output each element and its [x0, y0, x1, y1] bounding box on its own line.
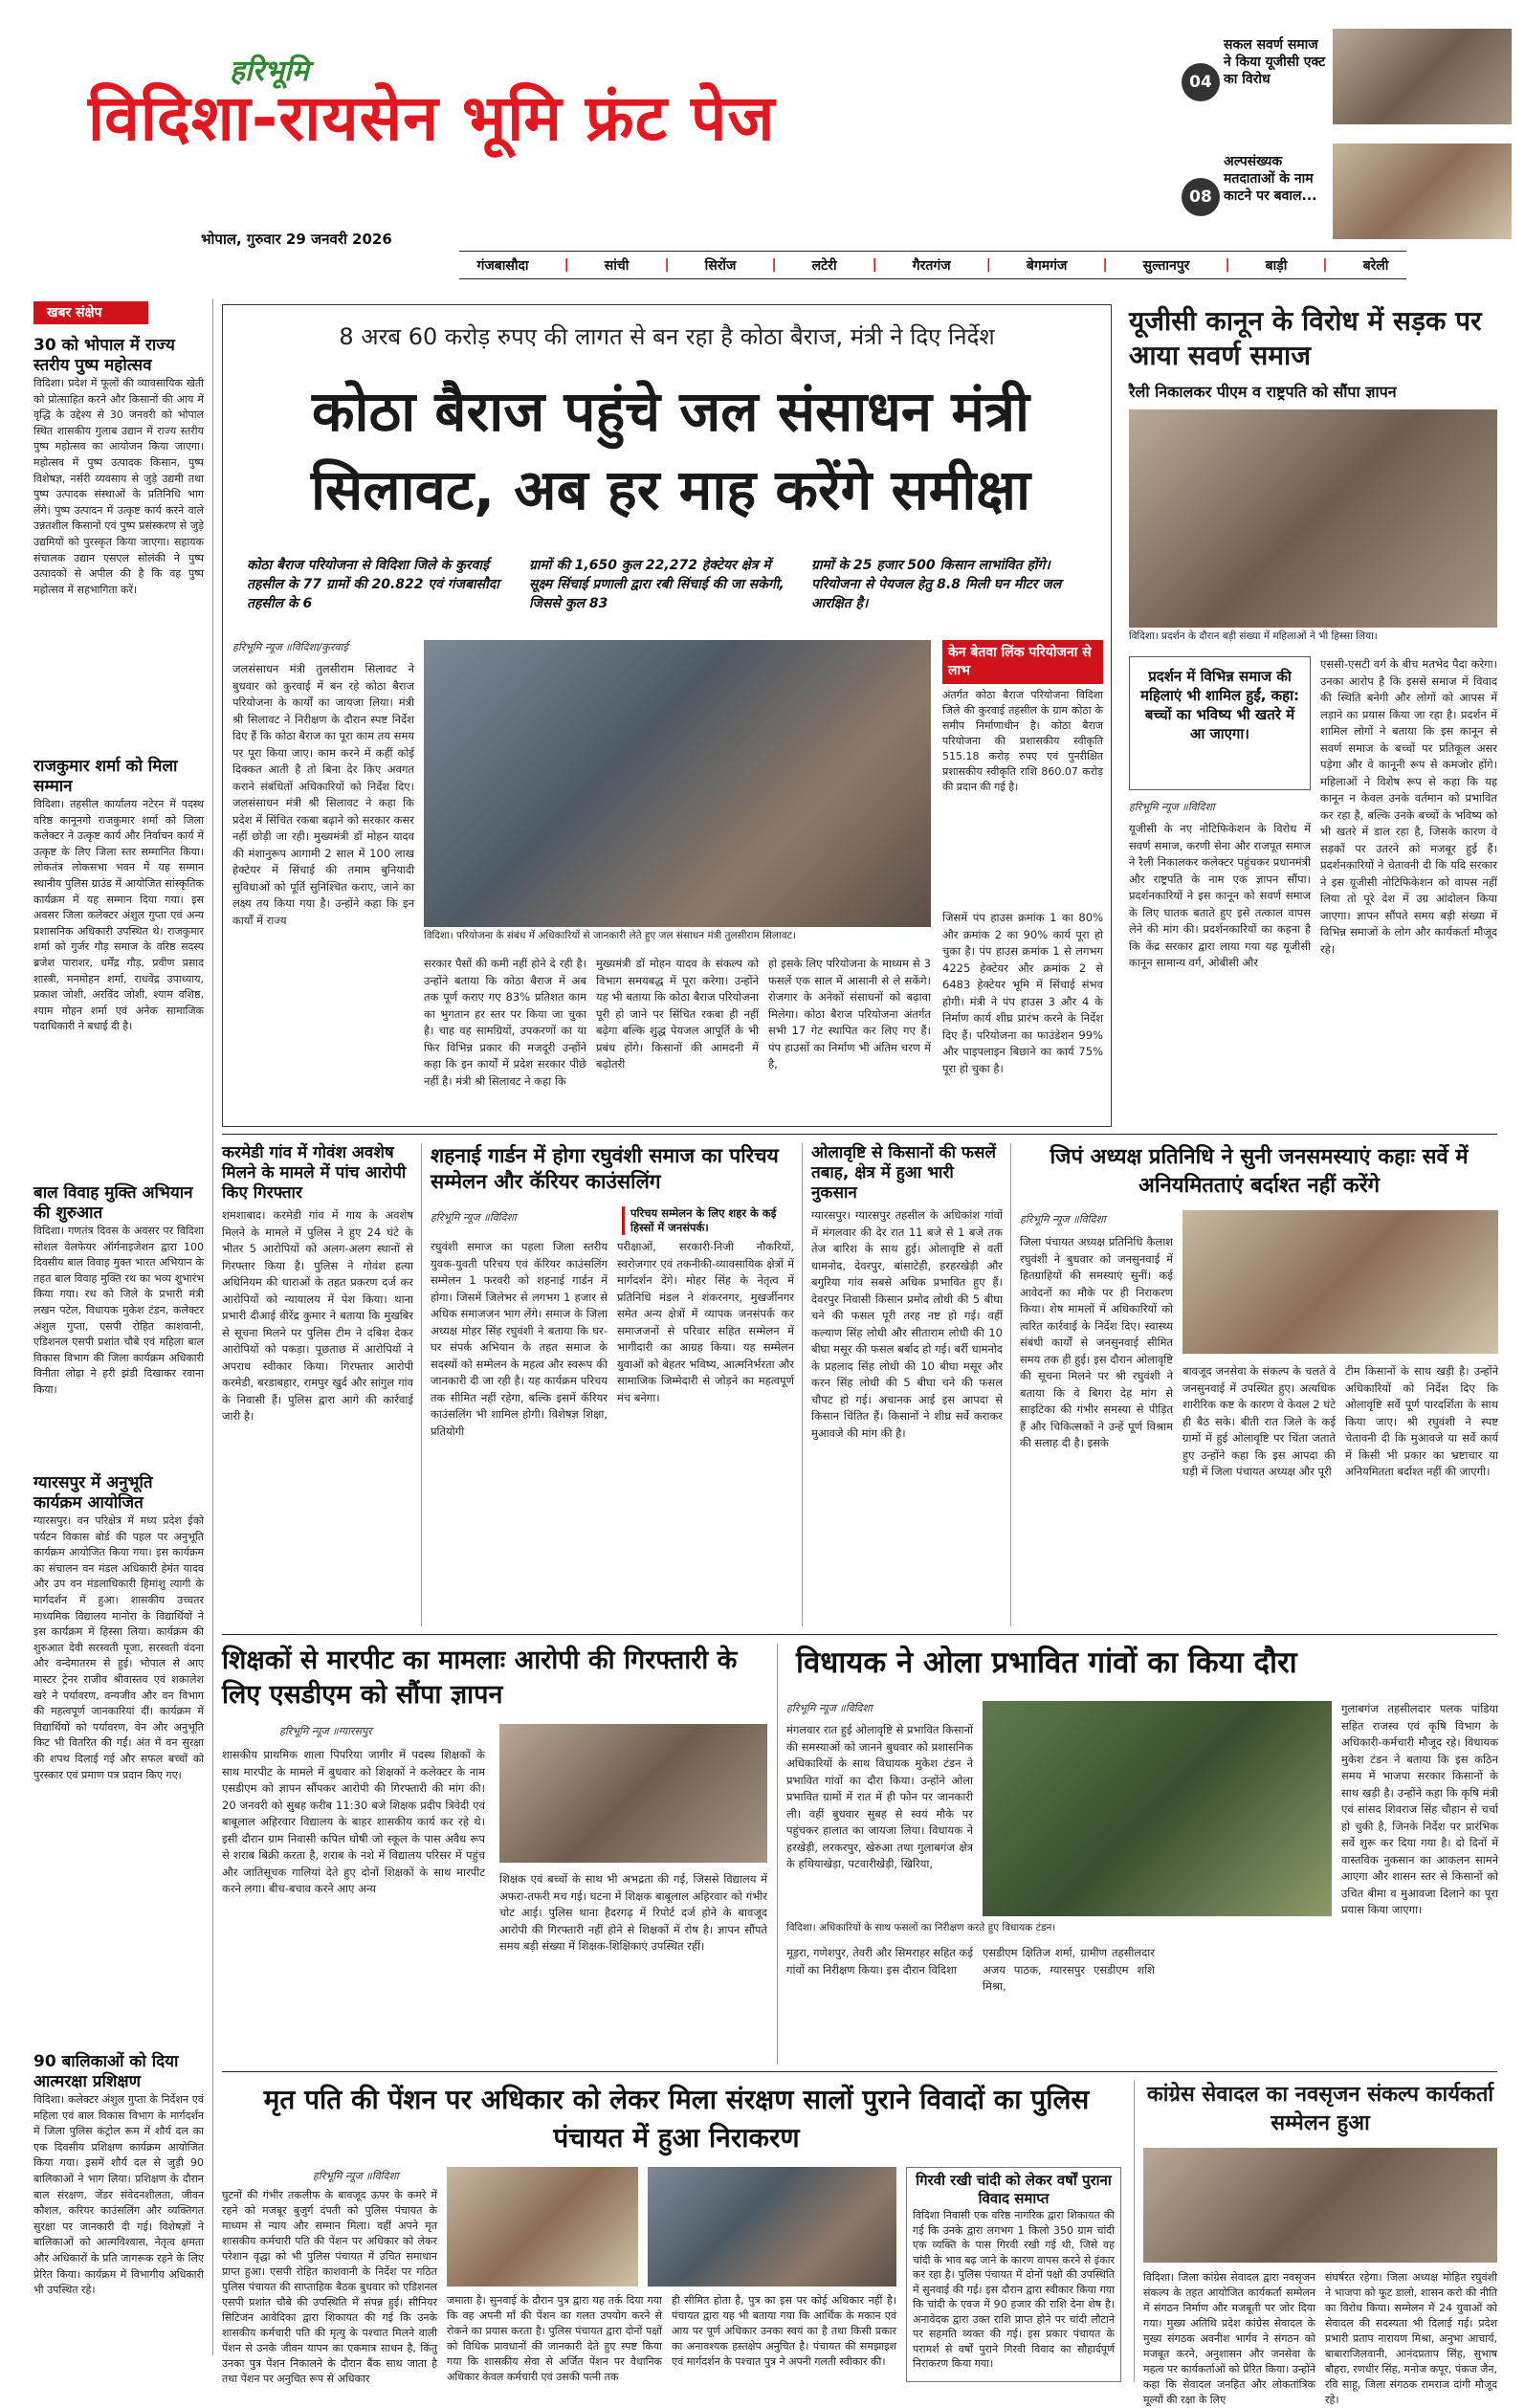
ugc-byline: हरिभूमि न्यूज ॥विदिशा: [1129, 801, 1215, 813]
shehnai-col1: रघुवंशी समाज का पहला जिला स्तरीय युवक-युवती परिचय एवं कॅरियर काउंसलिंग सम्मेलन 1 फरवरी को शहनाई गार्डन में होगा। जिसमें जिलेभर से लगभग 1 हजार से अधिक समाजजन भाग लेंगे। समाज के जिला अध्यक्ष मोहर सिंह रघुवंशी ने बताया कि घर-घर संपर्क अभियान के तहत समाज के सदस्यों को सम्मेलन के महत्व और स्वरूप की जानकारी दी जा रही है। यह कार्यक्रम परिचय तक सीमित नहीं रहेगा, बल्कि इसमें कॅरियर काउंसलिंग भी शामिल होगी। विशेषज्ञ शिक्षा, प्रतियोगी: [431, 1240, 608, 1438]
divider: [212, 298, 213, 2355]
zila-col2: बावजूद जनसेवा के संकल्प के चलते वे जनसुनवाई में उपस्थित हुए। अत्यधिक शारीरिक कष्ट के कारण वे केवल 2 घंटे ही बैठ सके। बीती रात जिले के कई ग्रामों में हुई ओलावृष्टि पर चिंता जताते हुए उन्होंने कहा कि इस आपदा की घड़ी में जिला पंचायत अध्यक्ष और पूरी: [1182, 1364, 1336, 1478]
ugc-story: [1129, 304, 1497, 1127]
teaser-text: अल्पसंख्यक मतदाताओं के नाम काटने पर बवाल...: [1224, 154, 1317, 204]
vidhayak-col4: गुलाबगंज तहसीलदार पलक पांडिया सहित राजस्व एवं कृषि विभाग के अधिकारी-कर्मचारी मौजूद रहे। विधायक मुकेश टंडन ने बताया कि इस कठिन समय में भाजपा सरकार किसानों के साथ खड़ी है। उन्होंने कहा कि कृषि मंत्री एवं सांसद शिवराज सिंह चौहान से चर्चा हो चुकी है, जिनके निर्देश पर प्रारंभिक सर्वे शुरू कर दिया गया है। दो दिनों में वास्तविक नुकसान का आकलन सामने आएगा और शासन स्तर से किसानों को उचित बीमा व मुआवजा दिलाने का पूरा प्रयास किया जाएगा।: [1341, 1702, 1498, 1916]
place: बाड़ी: [1265, 257, 1288, 274]
congress-photo: [1143, 2148, 1497, 2263]
shikshak-headline: शिक्षकों से मारपीट का मामलाः आरोपी की गिरफ्तारी के लिए एसडीएम को सौंपा ज्ञापन: [222, 1646, 738, 1710]
lead-col2: सरकार पैसों की कमी नहीं होने दे रही है। उन्होंने बताया कि कोठा बैराज में अब तक पूर्ण कराए गए 83% प्रतिशत काम का भुगतान हर स्तर पर किया जा चुका है। चाह वह सामग्रियों, उपकरणों का या फिर विभिन्न प्रकार की मजदूरी उन्होंने कहा कि इन कार्यों में प्रदेश सरकार पीछे नहीं है। मंत्री श्री सिलावट ने कहा कि: [424, 957, 586, 1088]
pension-byline: हरिभूमि न्यूज ॥विदिशा: [313, 2170, 399, 2182]
sidebar-label: खबर संक्षेप: [33, 301, 148, 324]
brief-sidebar: [33, 301, 204, 2358]
congress-col2: संघर्षरत रहेगा। जिला अध्यक्ष मोहित रघुवंशी ने भाजपा को फूट डालो, शासन करो की नीति का विरोध किया। सम्मेलन में 24 युवाओं को सेवादल की सदस्यता भी दिलाई गई। प्रदेश प्रभारी प्रताप नारायण मिश्रा, अनुभा आचार्य, बाबाराजिलवानी, आनंदप्रताप सिंह, सुभाष बौहरा, रणधीर सिंह, मनोज कपूर, पंकज जैन, रवि साहू, जिला संगठक रामराज दांगी मौजूद रहे।: [1325, 2271, 1497, 2406]
divider: [222, 2071, 1497, 2072]
lead-headline: कोठा बैराज पहुंचे जल संसाधन मंत्री सिलावट, अब हर माह करेंगे समीक्षा: [311, 379, 1030, 522]
olavrishti-body: ग्यारसपुर। ग्यारसपुर तहसील के अधिकांश गांवों में मंगलवार की देर रात 11 बजे से 1 बजे तक तेज बारिश के साथ हुई। ओलावृष्टि से वर्ती धामनोद, देवरपुर, बांसाटेही, हरहरखेड़ी और बगुरिया गांव सबसे अधिक प्रभावित हुए हैं। देवरपुर निवासी किसान प्रमोद लोधी की 5 बीघा चने की फसल पूरी तरह नष्ट हो गई। वहीं कल्याण सिंह लोधी और सीताराम लोधी की 10 बीघा मसूर की फसल बर्बाद हो गई। बर्री धामनोद के प्रहलाद सिंह लोधी की 10 बीघा मसूर और करन सिंह लोधी की 5 बीघा चने की फसल चौपट हो गई। अचानक आई इस आपदा से किसान चिंतित हैं। किसानों ने शीघ्र सर्वे कराकर मुआवजे की मांग की है।: [811, 1208, 1003, 1440]
brief-title: 30 को भोपाल में राज्य स्तरीय पुष्प महोत्सव: [33, 336, 175, 375]
brief-item: [33, 336, 204, 598]
shehnai-byline: हरिभूमि न्यूज ॥विदिशा: [431, 1211, 517, 1224]
brief-item: [33, 1473, 204, 1783]
teaser-2[interactable]: [1182, 144, 1512, 239]
congress-headline: कांग्रेस सेवादल का नवसृजन संकल्प कार्यकर्ता सम्मेलन हुआ: [1146, 2083, 1494, 2135]
karmedi-story: [222, 1143, 413, 1626]
lead-col3: मुख्यमंत्री डॉ मोहन यादव के संकल्प को विभाग समयबद्ध में पूरा करेगा। उन्होंने यह भी बताया कि कोठा बैराज परियोजना पूरी हो जाने पर सिंचित रकबा ही नहीं बढ़ेगा बल्कि शुद्ध पेयजल आपूर्ति के भी प्रबंध होंगे। किसानों की आमदनी में बढ़ोतरी: [596, 957, 759, 1071]
lead-col5: जिसमें पंप हाउस क्रमांक 1 का 80% और क्रमांक 2 का 90% कार्य पूरा हो चुका है। पंप हाउस क्रमांक 1 से लगभग 4225 हेक्टेयर और क्रमांक 2 से 6483 हेक्टेयर भूमि में सिंचाई संभव होगी। मंत्री ने पंप हाउस 3 और 4 के निर्माण कार्य शीघ्र प्रारंभ करने के निर्देश दिए हैं। परियोजना का फाउंडेशन 99% और पाइपलाइन बिछाने का कार्य 75% पूरा हो चुका है।: [942, 911, 1103, 1075]
ugc-caption: विदिशा। प्रदर्शन के दौरान बड़ी संख्या में महिलाओं ने भी हिस्सा लिया।: [1129, 630, 1497, 643]
pension-box: [906, 2167, 1121, 2382]
brief-title: राजकुमार शर्मा को मिला सम्मान: [33, 757, 178, 796]
shikshak-col1: शासकीय प्राथमिक शाला पिपरिया जागीर में पदस्थ शिक्षकों के साथ मारपीट के मामले में बुधवार को शिक्षकों ने कलेक्टर के नाम एसडीएम को ज्ञापन सौंपकर आरोपी की गिरफ्तारी की मांग की। 20 जनवरी को सुबह करीब 11:30 बजे शिक्षक प्रदीप त्रिवेदी एवं बाबूलाल अहिरवार विद्यालय के बाहर शासकीय कार्य कर रहे थे। इसी दौरान ग्राम निवासी कपिल घोषी जो स्कूल के पास अवैध रूप से शराब बिक्री करता है, शराब के नशे में विद्यालय परिसर में पहुंच और जातिसूचक गालियां देते हुए दोनों शिक्षकों के साथ मारपीट करने लगा। बीच-बचाव करने आए अन्य: [222, 1748, 485, 1895]
lead-col4: हो इसके लिए परियोजना के माध्यम से 3 फसलें एक साल में आसानी से ले सकेंगे। रोजगार के अनेकों संसाधनों को बढ़ावा मिलेगा। कोठा बैराज परियोजना अंतर्गत सभी 17 गेट स्थापित कर लिए गए हैं। पंप हाउसों का निर्माण भी अंतिम चरण में है,: [768, 957, 931, 1071]
pension-col1: घुटनों की गंभीर तकलीफ के बावजूद ऊपर के कमरे में रहने को मजबूर बुजुर्ग दंपती को पुलिस पंचायत के माध्यम से न्याय और सम्मान मिला। वहीं अपने मृत शासकीय कर्मचारी पति की पेंशन पर अधिकार को लेकर परेशान वृद्धा को भी पुलिस पंचायत में उचित समाधान प्राप्त हुआ। एसपी रोहित काशवानी के निर्देश पर गठित पुलिस पंचायत की साप्ताहिक बैठक बुधवार को एडिशनल एसपी प्रशांत चौबे की उपस्थिति में संपन्न हुई। सीनियर सिटिजन आवेदिका द्वारा शिकायत की गई कि उनके शासकीय कर्मचारी पति की मृत्यु के पश्चात मिलने वाली पेंशन से उनके जीवन यापन का एकमात्र साधन है, किंतु उनका पुत्र पेंशन निकालने के दौरान बैंक साथ जाता है तथा पेंशन पर अनुचित रूप से अधिकार: [222, 2189, 437, 2385]
teaser-1[interactable]: [1182, 29, 1512, 124]
ugc-deck: रैली निकालकर पीएम व राष्ट्रपति को सौंपा ज्ञापन: [1129, 383, 1397, 401]
place: सांची: [604, 257, 630, 274]
karmedi-body: शमशाबाद। करमेडी गांव में गाय के अवशेष मिलने के मामले में पुलिस ने हुए 24 घंटे के भीतर 5 आरोपियों को अलग-अलग स्थानों से गिरफ्तार किया है। पुलिस ने गोवंश हत्या अधिनियम की धाराओं के तहत प्रकरण दर्ज कर आरोपियों को न्यायालय में पेश किया। थाना प्रभारी दीआई वीरेंद्र कुमार ने बताया कि मुखबिर से सूचना मिलने पर पुलिस टीम ने दबिश देकर आरोपियों को पकड़ा। पूछताछ में आरोपियों ने अपराध स्वीकार किया। गिरफ्तार आरोपी करमेडी, बरडाबहार, रामपुर खुर्द और सांगुल गांव के निवासी हैं। पुलिस द्वारा आगे की कार्रवाई जारी है।: [222, 1208, 413, 1423]
congress-col1: विदिशा। जिला कांग्रेस सेवादल द्वारा नवसृजन संकल्प के तहत आयोजित कार्यकर्ता सम्मेलन में संगठन निर्माण और मजबूती पर जोर दिया गया। मुख्य अतिथि प्रदेश कांग्रेस सेवादल के मुख्य संगठक अवनीश भार्गव ने संगठन को मजबूत करने, अनुशासन और जनसेवा के महत्व पर कार्यकर्ताओं को प्रेरित किया। उन्होंने कहा कि सेवादल जनहित और लोकतांत्रिक मूल्यों की रक्षा के लिए: [1143, 2271, 1315, 2406]
brief-body: विदिशा। प्रदेश में फूलों की व्यावसायिक खेती को प्रोत्साहित करने और किसानों की आय में वृद्धि के उद्देश्य से 30 जनवरी को भोपाल स्थित शासकीय गुलाब उद्यान में राज्य स्तरीय पुष्प महोत्सव का आयोजन किया जाएगा। महोत्सव में पुष्प उत्पादक किसान, पुष्प विशेषज्ञ, नर्सरी व्यवसाय से जुड़े उद्यमी तथा पुष्प उत्पादक संस्थाओं के प्रतिनिधि भाग लेंगे। पुष्प उत्पादन में उत्कृष्ट कार्य करने वाले उन्नतशील किसानों एवं पुष्प प्रसंस्करण से जुड़े उद्यमियों को पुरस्कृत किया जाएगा। सहायक संचालक उद्यान एसएल सोलंकी ने पुष्प उत्पादकों से अपील की है कि वह पुष्प महोत्सव में सहभागिता करें।: [33, 377, 204, 596]
brief-title: बाल विवाह मुक्ति अभियान की शुरुआत: [33, 1183, 193, 1223]
divider: [222, 1634, 1497, 1635]
place: बेगमगंज: [1026, 257, 1068, 274]
vidhayak-col1: मंगलवार रात हुई ओलावृष्टि से प्रभावित किसानों की समस्याओं को जानने बुधवार को प्रशासनिक अधिकारियों के साथ विधायक मुकेश टंडन ने प्रभावित गांवों का दौरा किया। उन्होंने ओला प्रभावित ग्रामों में रात में ही फोन पर जानकारी ली। वहीं बुधवार सुबह से स्वयं मौके पर पहुंचकर हालात का जायजा लिया। विधायक ने हरखेड़ी, लरकरपुर, खेरुआ तथा गुलाबगंज क्षेत्र के हथियाखेड़ा, पटवारीखेड़ी, खिरिया,: [786, 1723, 974, 1870]
brief-body: ग्यारसपुर। वन परिक्षेत्र में मध्य प्रदेश ईको पर्यटन विकास बोर्ड की पहल पर अनुभूति कार्यक्रम आयोजित किया गया। इस कार्यक्रम का संचालन वन मंडल अधिकारी हेमंत यादव और उप वन मंडलाधिकारी हिमांशु त्यागी के मार्गदर्शन में हुआ। शासकीय उच्चतर माध्यमिक विद्यालय मानोरा के विद्यार्थियों ने इस कार्यक्रम में हिस्सा लिया। कार्यक्रम की शुरुआत देवी सरस्वती पूजा, सरस्वती वंदना और वन्देमातरम से हुई। भोपाल से आए मास्टर ट्रेनर राजीव श्रीवास्तव एवं शकालेश खरे ने पर्यावरण, वन्यजीव और वन विभाग की महत्वपूर्ण जानकारियां दीं। कार्यक्रम में विद्यार्थियों को पर्यावरण, वेन और अनुभूति किट भी वितरित की गईं। अंत में वन सुरक्षा की शपथ दिलाई गई और सफल बच्चों को पुरस्कार एवं प्रमाण पत्र प्रदान किए गए।: [33, 1514, 204, 1781]
masthead: [0, 0, 1525, 274]
zila-story: [1020, 1143, 1498, 1626]
shehnai-headline: शहनाई गार्डन में होगा रघुवंशी समाज का परिचय सम्मेलन और कॅरियर काउंसलिंग: [431, 1144, 779, 1193]
brief-item: [33, 1183, 204, 1399]
ugc-pullquote: [1129, 656, 1311, 790]
vidhayak-col3: एसडीएम क्षितिज शर्मा, ग्रामीण तहसीलदार अजय पाठक, ग्यारसपुर एसडीएम शशि मिश्रा,: [983, 1946, 1155, 1993]
brand-logo: हरिभूमि: [230, 55, 309, 88]
shehnai-story: [431, 1143, 794, 1626]
vidhayak-byline: हरिभूमि न्यूज ॥विदिशा: [786, 1702, 873, 1714]
shehnai-col2: परीक्षाओं, सरकारी-निजी नौकरियों, स्वरोजगार एवं तकनीकी-व्यावसायिक क्षेत्रों में मार्गदर्शन देंगे। मोहर सिंह के नेतृत्व में प्रतिनिधि मंडल ने शंकरनगर, मुखर्जीनगर समेत अन्य क्षेत्रों में व्यापक जनसंपर्क कर समाजजनों से परिवार सहित सम्मेलन में भागीदारी का आग्रह किया। यह सम्मेलन युवाओं को बेहतर भविष्य, आत्मनिर्भरता और सामाजिक जिम्मेदारी से जोड़ने का महत्वपूर्ण मंच बनेगा।: [617, 1240, 794, 1404]
shikshak-byline: हरिभूमि न्यूज ॥ग्यारसपुर: [279, 1725, 372, 1737]
pension-story: [222, 2081, 1126, 2385]
divider: [222, 1134, 1497, 1135]
lead-photo-caption: विदिशा। परियोजना के संबंध में अधिकारियों से जानकारी लेते हुए जल संसाधन मंत्री तुलसीराम सिलावट।: [424, 929, 931, 942]
karmedi-headline: करमेडी गांव में गोवंश अवशेष मिलने के मामले में पांच आरोपी किए गिरफ्तार: [222, 1143, 407, 1203]
zila-byline: हरिभूमि न्यूज ॥विदिशा: [1020, 1213, 1106, 1226]
lead-story: [222, 304, 1112, 1127]
brief-item: [33, 757, 204, 1035]
lead-kicker: 8 अरब 60 करोड़ रुपए की लागत से बन रहा है कोठा बैराज, मंत्री ने दिए निर्देश: [339, 323, 995, 350]
lead-byline: हरिभूमि न्यूज ॥विदिशा/कुरवाई: [232, 641, 348, 653]
place: गंजबासौदा: [476, 257, 529, 274]
teaser-photo: [1333, 29, 1512, 124]
lead-sidebox: [942, 640, 1103, 908]
divider: [777, 1644, 778, 2065]
pension-photo: [648, 2167, 896, 2286]
divider: [1010, 1143, 1011, 1626]
brief-title: 90 बालिकाओं को दिया आत्मरक्षा प्रशिक्षण: [33, 2052, 179, 2091]
zila-headline: जिपं अध्यक्ष प्रतिनिधि ने सुनी जनसमस्याएं कहाः सर्वे में अनियमितताएं बर्दाश्त नहीं करेंगे: [1050, 1145, 1469, 1198]
place: सुल्तानपुर: [1142, 257, 1190, 274]
olavrishti-headline: ओलावृष्टि से किसानों की फसलें तबाह, क्षेत्र में हुआ भारी नुकसान: [811, 1143, 997, 1203]
lead-deck: ग्रामों की 1,650 कुल 22,272 हेक्टेयर क्षेत्र में सूक्ष्म सिंचाई प्रणाली द्वारा रबी सिंचाई की जा सकेगी, जिससे कुल 83: [529, 558, 785, 611]
ugc-body1: यूजीसी के नए नोटिफिकेशन के विरोध में सवर्ण समाज, करणी सेना और राजपूत समाज ने रैली निकालकर कलेक्टर पहुंचकर प्रधानमंत्री और राष्ट्रपति के नाम एक ज्ञापन सौंपा। प्रदर्शनकारियों ने इस कानून को सवर्ण समाज के लिए घातक बताते हुए इसे तत्काल वापस लेने की मांग की। प्रदर्शनकारियों का कहना है कि केंद्र सरकार द्वारा लाया गया यह यूजीसी कानून सामान्य वर्ग, ओबीसी और: [1129, 822, 1311, 969]
brief-title: ग्यारसपुर में अनुभूति कार्यक्रम आयोजित: [33, 1473, 153, 1513]
teaser-photo: [1333, 144, 1512, 239]
lead-deck: ग्रामों के 25 हजार 500 किसान लाभांवित होंगे। परियोजना से पेयजल हेतु 8.8 मिली घन मीटर जल आरक्षित है।: [811, 558, 1062, 611]
divider: [802, 1143, 803, 1626]
pullquote-text: प्रदर्शन में विभिन्न समाज की महिलाएं भी शामिल हुईं, कहा: बच्चों का भविष्य भी खतरे में आ जाएगा।: [1140, 668, 1299, 742]
olavrishti-story: [811, 1143, 1003, 1626]
vidhayak-story: [786, 1644, 1498, 2065]
teaser-number: 08: [1182, 178, 1220, 216]
sidebox-body: अंतर्गत कोठा बैराज परियोजना विदिशा जिले की कुरवाई तहसील के ग्राम कोठा के समीप निर्माणाधीन है। कोठा बैराज परियोजना की प्रशासकीय स्वीकृति 515.18 करोड़ रुपए एवं पुनरीक्षित प्रशासकीय स्वीकृति राशि 860.07 करोड़ की प्रदान की गई है।: [942, 689, 1103, 793]
vidhayak-caption: विदिशा। अधिकारियों के साथ फसलों का निरीक्षण करते हुए विधायक टंडन।: [786, 1921, 1332, 1934]
vidhayak-photo: [983, 1701, 1332, 1916]
zila-col1: जिला पंचायत अध्यक्ष प्रतिनिधि कैलाश रघुवंशी ने बुधवार को जनसुनवाई में हितग्राहियों की समस्याएं सुनीं। कई आवेदनों का मौके पर ही निराकरण किया। शेष मामलों में अधिकारियों को त्वरित कार्रवाई के निर्देश दिए। स्वास्थ्य संबंधी कार्यों से जनसुनवाई सीमित समय तक ही हुई। इस दौरान ओलावृष्टि की सूचना मिलने पर श्री रघुवंशी ने बताया कि वे बिगरा देह मांग से साइटिका की गंभीर समस्या से पीड़ित हैं और चिकित्सकों ने उन्हें पूर्ण विश्राम की सलाह दी है। इसके: [1020, 1235, 1173, 1449]
vidhayak-col2: मूड़रा, गणेशपुर, तेवरी और सिमराहर सहित कई गांवों का निरीक्षण किया। इस दौरान विदिशा: [786, 1946, 973, 1977]
brief-body: विदिशा। गणतंत्र दिवस के अवसर पर विदिशा सोशल वेलफेयर ऑर्गनाइजेशन द्वारा 100 दिवसीय बाल विवाह मुक्त भारत अभियान के तहत बाल विवाह मुक्ति रथ का भव्य शुभारंभ किया गया। रथ को जिले के प्रभारी मंत्री लखन पटेल, विधायक मुकेश टंडन, कलेक्टर अंशुल गुप्ता, एसपी रोहित काशवानी, एडिशनल एसपी प्रशांत चौबे एवं महिला बाल विकास विभाग की जिला कार्यक्रम अधिकारी विनीता लोढ़ा ने हरी झंडी दिखाकर रवाना किया।: [33, 1225, 204, 1396]
teaser-text: सकल सवर्ण समाज ने किया यूजीसी एक्ट का विरोध: [1224, 37, 1326, 87]
divider: [421, 1143, 422, 1626]
place: बरेली: [1362, 257, 1389, 274]
zila-photo: [1182, 1210, 1498, 1354]
teaser-number: 04: [1182, 63, 1220, 101]
pension-col3: ही सीमित होता है, पुत्र का इस पर कोई अधिकार नहीं है। पंचायत द्वारा यह भी बताया गया कि आर्थिक के मकान एवं आय पर पूर्ण अधिकार उनका स्वयं का है तथा किसी प्रकार का अनावश्यक हस्तक्षेप अनुचित है। पंचायत की समझाइश एवं मार्गदर्शन के पश्चात पुत्र ने अपनी गलती स्वीकार की।: [672, 2294, 896, 2368]
ugc-photo: [1129, 409, 1497, 628]
shehnai-bullet: परिचय सम्मेलन के लिए शहर के कई हिस्सों में जनसंपर्क।: [622, 1206, 794, 1235]
shikshak-col2: शिक्षक एवं बच्चों के साथ भी अभद्रता की गई, जिससे विद्यालय में अफरा-तफरी मच गई। घटना में शिक्षक बाबूलाल अहिरवार को गंभीर चोट आई। पुलिस थाना हैदरगढ़ में रिपोर्ट दर्ज होने के बावजूद आरोपी की गिरफ्तारी नहीं होने से शिक्षकों में रोष है। ज्ञापन सौंपते समय बड़ी संख्या में शिक्षक-शिक्षिकाएं उपस्थित रहीं।: [499, 1872, 767, 1953]
place: गैरतगंज: [912, 257, 951, 274]
divider: [1134, 2081, 1135, 2382]
place: सिरोंज: [704, 257, 737, 274]
lead-intro: जलसंसाधन मंत्री तुलसीराम सिलावट ने बुधवार को कुरवाई में बन रहे कोठा बैराज परियोजना के कार्यों का जायजा लिया। मंत्री श्री सिलावट ने निरीक्षण के दौरान स्पष्ट निर्देश दिए हैं कि कोठा बैराज का पूरा काम तय समय पर पूरा किया जाए। काम करने में कहीं कोई दिक्कत आती है तो बिना देर किए अवगत कराने संबंधितों अधिकारियों को निर्देश दिए। जलसंसाधन मंत्री श्री सिलावट ने कहा कि प्रदेश में सिंचित रकबा बढ़ाने को सरकार कसर नहीं छोड़ी जा रही। मुख्यमंत्री डॉ मोहन यादव की मंशानुरूप आगामी 2 साल में 100 लाख हेक्टेयर में सिंचाई की तमाम बुनियादी सुविधाओं को पूर्ति सुनिश्चित कराए, जाने का लक्ष्य तय किया गया है। उन्होंने कहा कि इन कार्यों में राज्य: [232, 662, 414, 927]
pension-col2: जमाता है। सुनवाई के दौरान पुत्र द्वारा यह तर्क दिया गया कि वह अपनी माँ की पेंशन का गलत उपयोग करने से रोकने का प्रयास करता है। पुलिस पंचायत द्वारा दोनों पक्षों को विधिक प्रावधानों की जानकारी देते हुए स्पष्ट किया गया कि शासकीय सेवा से अर्जित पेंशन पर वैधानिक अधिकार केवल कर्मचारी एवं उसकी पत्नी तक: [447, 2294, 662, 2383]
lead-photo: [424, 640, 931, 927]
sidebox-title: केन बेतवा लिंक परियोजना से लाभ: [942, 640, 1103, 684]
ugc-headline: यूजीसी कानून के विरोध में सड़क पर आया सवर्ण समाज: [1129, 305, 1482, 371]
places-bar: गंजबासौदा | सांची | सिरोंज | लटेरी | गैरतगंज | बेगमगंज | सुल्तानपुर | बाड़ी | बरेली: [459, 251, 1406, 279]
shikshak-photo: [499, 1724, 767, 1863]
zila-col3: टीम किसानों के साथ खड़ी है। उन्होंने अधिकारियों को निर्देश दिए कि ओलावृष्टि सर्वे पूर्ण पारदर्शिता के साथ किया जाए। श्री रघुवंशी ने स्पष्ट चेतावनी दी कि मुआवजे या सर्वे कार्य में किसी भी प्रकार का भ्रष्टाचार या अनियमितता बर्दाश्त नहीं की जाएगी।: [1345, 1364, 1498, 1478]
box-body: विदिशा निवासी एक वरिष्ठ नागरिक द्वारा शिकायत की गई कि उनके द्वारा लगभग 1 किलो 350 ग्राम चांदी एक व्यक्ति के पास गिरवी रखी गई थी, जिसे वह चांदी के भाव बढ़ जाने के कारण वापस करने से इंकार कर रहा है। पुलिस पंचायत में दोनों पक्षों की उपस्थिति में सुनवाई की गई। इस दौरान द्वारा स्वीकार किया गया कि चांदी के एवज में 90 हजार की राशि देना शेष है। अनावेदक द्वारा उक्त राशि प्राप्त होने पर चांदी लौटाने पर सहमति व्यक्त की गई। इस प्रकार पंचायत के परामर्श से वर्षों पुराने गिरवी विवाद का सौहार्दपूर्ण निराकरण किया गया।: [913, 2209, 1115, 2370]
ugc-body2: एससी-एसटी वर्ग के बीच मतभेद पैदा करेगा। उनका आरोप है कि इससे समाज में विवाद की स्थिति बनेगी और लोगों को आपस में लड़ाने का प्रयास किया जा रहा है। प्रदर्शन में शामिल लोगों ने बताया कि इस कानून से सवर्ण समाज के बच्चों पर प्रतिकूल असर पड़ेगा और वे कानूनी रूप से कमजोर होंगे। महिलाओं ने विशेष रूप से कहा कि यह कानून न केवल उनके वर्तमान को प्रभावित कर रहा है, बल्कि उनके बच्चों के भविष्य को भी खतरे में डाल रहा है, जिसके कारण वे सड़कों पर उतरने को मजबूर हुई हैं। प्रदर्शनकारियों ने चेतावनी दी कि यदि सरकार ने इस यूजीसी नोटिफिकेशन को वापस नहीं लिया तो पूरे देश में उग्र आंदोलन किया जाएगा। ज्ञापन सौंपते समय बड़ी संख्या में विभिन्न समाजों के लोग और कार्यकर्ता मौजूद रहे।: [1320, 657, 1497, 956]
dateline: भोपाल, गुरुवार 29 जनवरी 2026: [201, 231, 392, 248]
pension-photo: [447, 2167, 638, 2286]
shikshak-story: [222, 1644, 767, 2065]
vidhayak-headline: विधायक ने ओला प्रभावित गांवों का किया दौरा: [796, 1646, 1297, 1680]
box-title: गिरवी रखी चांदी को लेकर वर्षों पुराना विवाद समाप्त: [916, 2172, 1112, 2207]
congress-story: [1143, 2081, 1497, 2406]
brief-body: विदिशा। कलेक्टर अंशुल गुप्ता के निर्देशन एवं महिला एवं बाल विकास विभाग के मार्गदर्शन में जिला पुलिस कंट्रोल रूम में शौर्य दल का एक दिवसीय प्रशिक्षण कार्यक्रम आयोजित किया गया। इसमें शौर्य दल से जुड़ी 90 बालिकाओं ने भाग लिया। प्रशिक्षण के दौरान बाल संरक्षण, जेंडर संवेदनशीलता, जीवन कौशल, करियर काउंसलिंग और व्यक्तिगत सुरक्षा पर जानकारी दी गई। विशेषज्ञों ने बालिकाओं को आत्मविश्वास, नेतृत्व क्षमता और अधिकारों के प्रति जागरूक रहने के लिए प्रेरित किया। कार्यक्रम में विभागीय अधिकारी भी उपस्थित रहे।: [33, 2093, 204, 2297]
lead-deck: कोठा बैराज परियोजना से विदिशा जिले के कुरवाई तहसील के 77 ग्रामों की 20.822 एवं गंजबासौदा तहसील के 6: [247, 558, 499, 611]
brief-body: विदिशा। तहसील कार्यालय नटेरन में पदस्थ वरिष्ठ कानूनगो राजकुमार शर्मा को जिला कलेक्टर ने उत्कृष्ट कार्य और निर्वाचन कार्य में उत्कृष्ट के लिए जिला स्तर सम्मानित किया। लोकतंत्र लोकसभा भवन में यह सम्मान स्थानीय पुलिस ग्राउंड में आयोजित सांस्कृतिक कार्यक्रम में यह सम्मान दिया गया। इस अवसर जिला कलेक्टर अंशुल गुप्ता एवं अन्य प्रशासनिक अधिकारी उपस्थित थे। राजकुमार शर्मा को गुर्जर गौड़ समाज के वरिष्ठ सदस्य ब्रजेश पाराशर, धर्मेंद्र गौड़, प्रवीण प्रसाद शास्त्री, मनमोहन शर्मा, राधवेंद्र उपाध्याय, प्रकाश जोशी, अरविंद जोशी, श्याम वशिष्ठ, श्याम मोहन शर्मा एवं अनेक सामाजिक पदाधिकारी ने बधाई दी है।: [33, 798, 204, 1033]
place: लटेरी: [811, 257, 837, 274]
page-title: विदिशा-रायसेन भूमि फ्रंट पेज: [88, 81, 776, 155]
pension-headline: मृत पति की पेंशन पर अधिकार को लेकर मिला संरक्षण सालों पुराने विवादों का पुलिस पंचायत में हुआ निराकरण: [263, 2084, 1090, 2154]
brief-item: [33, 2052, 204, 2299]
